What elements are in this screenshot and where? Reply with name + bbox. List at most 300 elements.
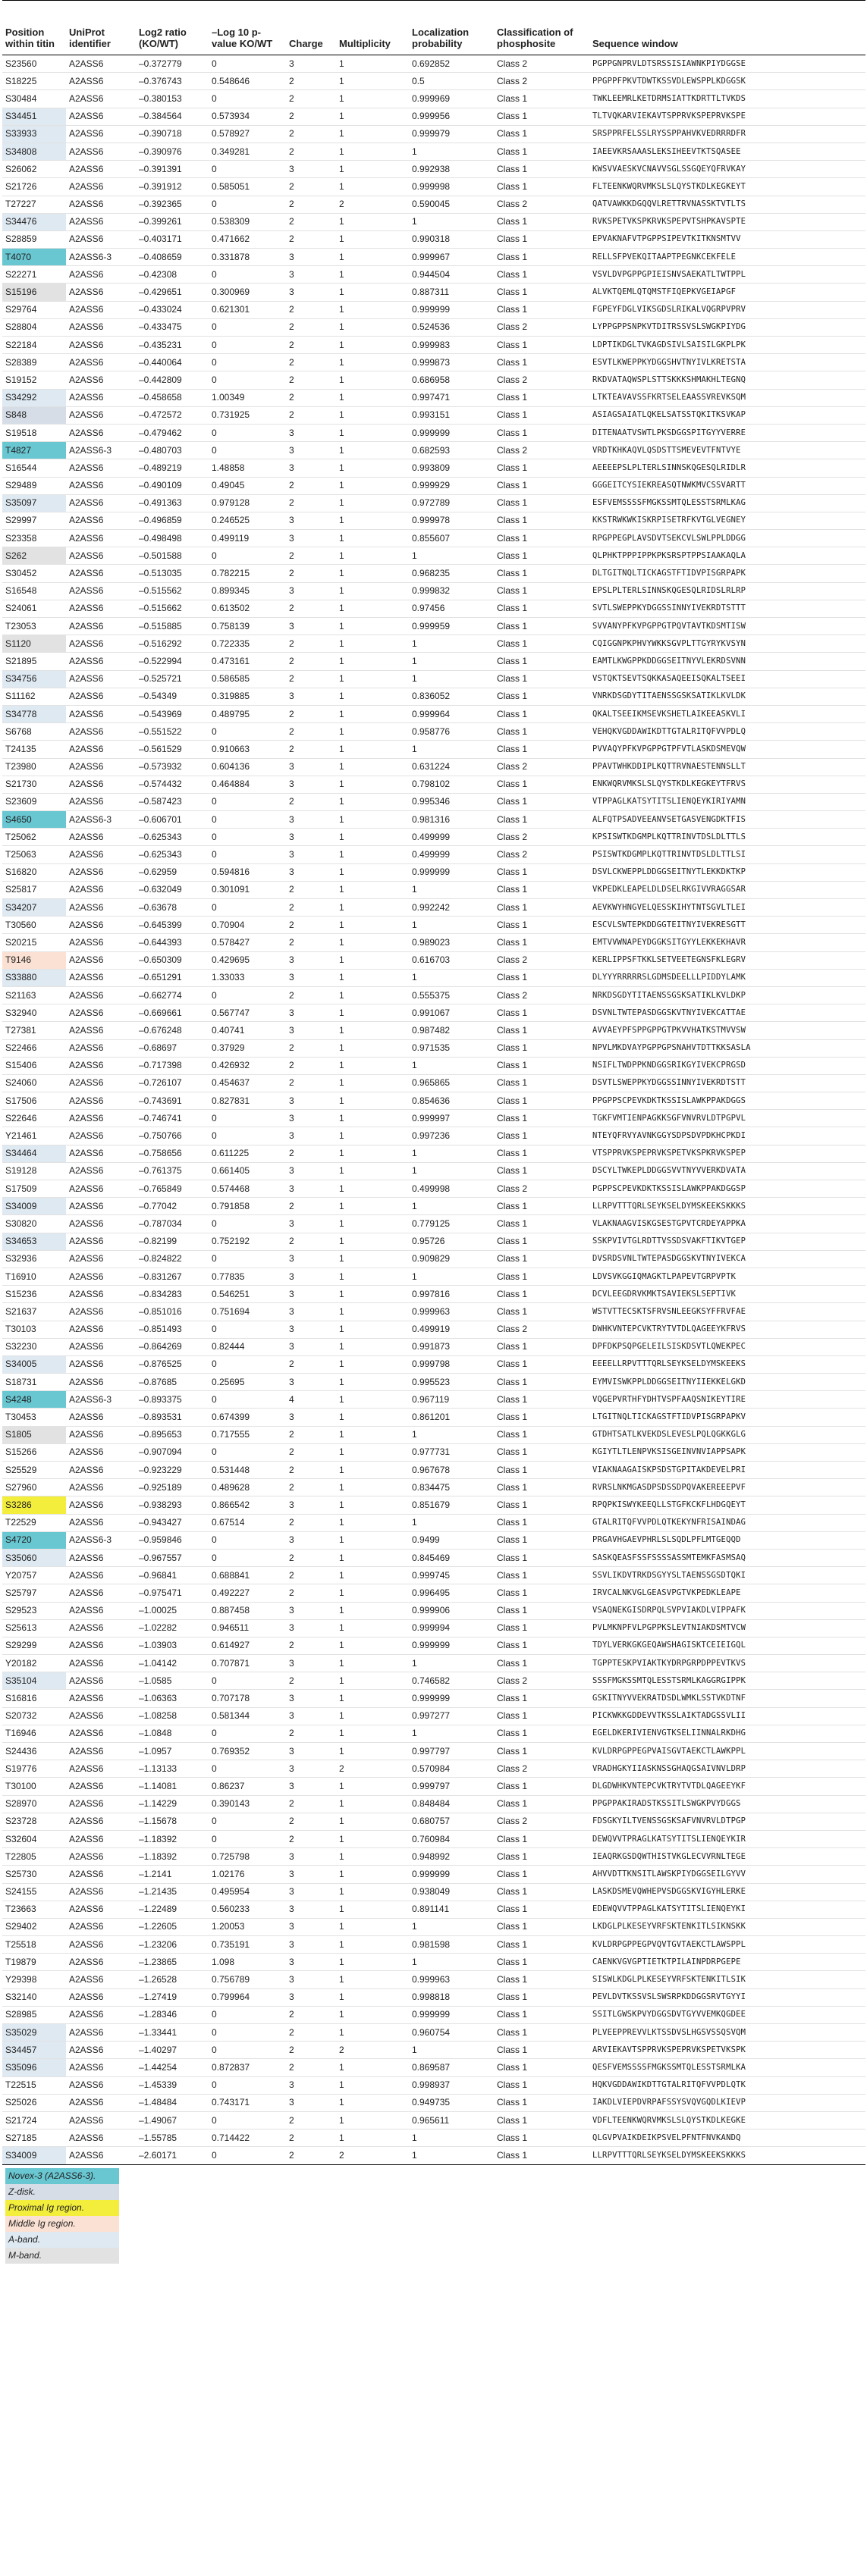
cell-classification: Class 1 xyxy=(494,741,589,758)
cell-log2-ratio: –0.726107 xyxy=(136,1074,209,1092)
cell-classification: Class 1 xyxy=(494,125,589,143)
cell-sequence: SRSPPRFELSSLRYSSPPAHVKVEDRRRDFR xyxy=(589,125,865,143)
cell-localization: 0.760984 xyxy=(409,1830,494,1847)
cell-charge: 2 xyxy=(286,705,336,722)
cell-sequence: QESFVEMSSSSFMGKSSMTQLESSTSRMLKA xyxy=(589,2059,865,2076)
cell-sequence: PLVEEPPREVVLKTSSDVSLHGSVSSQSVQM xyxy=(589,2024,865,2042)
cell-localization: 0.999998 xyxy=(409,178,494,196)
cell-position: S33880 xyxy=(2,969,66,986)
cell-position: S17506 xyxy=(2,1092,66,1110)
cell-localization: 0.999999 xyxy=(409,1637,494,1654)
cell-localization: 0.909829 xyxy=(409,1250,494,1268)
cell-sequence: EGELDKERIVIENVGTKSELIINNALRKDHG xyxy=(589,1725,865,1742)
cell-sequence: RKDVATAQWSPLSTTSKKKSHMAKHLTEGNQ xyxy=(589,371,865,389)
cell-pvalue: 0 xyxy=(209,723,286,741)
cell-localization: 0.999997 xyxy=(409,1110,494,1127)
cell-localization: 0.95726 xyxy=(409,1233,494,1250)
cell-uniprot: A2ASS6 xyxy=(66,969,136,986)
phosphosite-table xyxy=(2,0,865,2165)
cell-log2-ratio: –0.408659 xyxy=(136,249,209,266)
table-row xyxy=(2,1127,865,1145)
table-row xyxy=(2,1707,865,1725)
cell-uniprot: A2ASS6 xyxy=(66,846,136,863)
cell-log2-ratio: –1.18392 xyxy=(136,1830,209,1847)
cell-classification: Class 1 xyxy=(494,1004,589,1022)
cell-pvalue: 0.246525 xyxy=(209,512,286,529)
cell-pvalue: 0 xyxy=(209,1443,286,1461)
table-row xyxy=(2,1531,865,1549)
cell-log2-ratio: –0.851016 xyxy=(136,1303,209,1321)
cell-classification: Class 1 xyxy=(494,1918,589,1935)
cell-charge: 2 xyxy=(286,143,336,160)
cell-position: S21895 xyxy=(2,653,66,670)
cell-multiplicity: 1 xyxy=(336,670,409,688)
cell-sequence: WSTVTTECSKTSFRVSNLEEGKSYFFRVFAE xyxy=(589,1303,865,1321)
cell-multiplicity: 1 xyxy=(336,1637,409,1654)
cell-charge: 3 xyxy=(286,1602,336,1619)
cell-sequence: GTALRITQFVVPDLQTKEKYNFRISAINDAG xyxy=(589,1514,865,1531)
cell-position: T30100 xyxy=(2,1778,66,1795)
cell-sequence: AHVVDTTKNSITLAWSKPIYDGGSEILGYVV xyxy=(589,1866,865,1883)
cell-classification: Class 1 xyxy=(494,337,589,354)
table-row xyxy=(2,1250,865,1268)
cell-localization: 0.968235 xyxy=(409,565,494,582)
cell-position: S18225 xyxy=(2,73,66,90)
cell-classification: Class 1 xyxy=(494,1303,589,1321)
cell-localization: 1 xyxy=(409,1725,494,1742)
cell-uniprot: A2ASS6 xyxy=(66,1936,136,1954)
cell-multiplicity: 1 xyxy=(336,1215,409,1233)
cell-position: S1805 xyxy=(2,1426,66,1443)
cell-log2-ratio: –0.587423 xyxy=(136,793,209,810)
cell-localization: 0.845469 xyxy=(409,1549,494,1566)
cell-multiplicity: 1 xyxy=(336,354,409,371)
cell-charge: 2 xyxy=(286,1514,336,1531)
cell-uniprot: A2ASS6 xyxy=(66,1971,136,1988)
cell-localization: 0.524536 xyxy=(409,318,494,336)
cell-multiplicity: 1 xyxy=(336,494,409,512)
cell-multiplicity: 1 xyxy=(336,547,409,565)
cell-classification: Class 1 xyxy=(494,1954,589,1971)
cell-multiplicity: 2 xyxy=(336,2147,409,2164)
table-row xyxy=(2,951,865,969)
cell-classification: Class 2 xyxy=(494,196,589,213)
cell-uniprot: A2ASS6 xyxy=(66,1514,136,1531)
cell-uniprot: A2ASS6 xyxy=(66,2111,136,2129)
cell-position: S34009 xyxy=(2,1198,66,1215)
cell-sequence: QKALTSEEIKMSEVKSHETLAIKEEASKVLI xyxy=(589,705,865,722)
table-row xyxy=(2,178,865,196)
cell-position: S34451 xyxy=(2,108,66,125)
cell-position: T22515 xyxy=(2,2076,66,2094)
cell-sequence: PGPPGNPRVLDTSRSSISIAWNKPIYDGGSE xyxy=(589,55,865,73)
cell-classification: Class 1 xyxy=(494,793,589,810)
cell-pvalue: 0 xyxy=(209,1672,286,1690)
cell-uniprot: A2ASS6 xyxy=(66,459,136,477)
cell-localization: 0.891141 xyxy=(409,1901,494,1918)
cell-position: S4720 xyxy=(2,1531,66,1549)
cell-multiplicity: 1 xyxy=(336,688,409,705)
cell-charge: 2 xyxy=(286,2059,336,2076)
cell-classification: Class 1 xyxy=(494,1795,589,1813)
cell-log2-ratio: –0.851493 xyxy=(136,1321,209,1338)
cell-multiplicity: 1 xyxy=(336,1321,409,1338)
cell-log2-ratio: –1.28346 xyxy=(136,2006,209,2023)
cell-log2-ratio: –0.390718 xyxy=(136,125,209,143)
cell-charge: 3 xyxy=(286,863,336,881)
cell-log2-ratio: –1.45339 xyxy=(136,2076,209,2094)
cell-localization: 0.555375 xyxy=(409,986,494,1004)
cell-charge: 2 xyxy=(286,1145,336,1162)
cell-classification: Class 2 xyxy=(494,318,589,336)
cell-localization: 0.499919 xyxy=(409,1321,494,1338)
cell-pvalue: 1.00349 xyxy=(209,389,286,406)
cell-localization: 0.869587 xyxy=(409,2059,494,2076)
table-row xyxy=(2,1004,865,1022)
table-row xyxy=(2,881,865,898)
cell-pvalue: 0.70904 xyxy=(209,917,286,934)
cell-multiplicity: 1 xyxy=(336,951,409,969)
cell-log2-ratio: –0.669661 xyxy=(136,1004,209,1022)
cell-log2-ratio: –1.23865 xyxy=(136,1954,209,1971)
cell-localization: 0.997236 xyxy=(409,1127,494,1145)
cell-position: S19128 xyxy=(2,1162,66,1180)
cell-multiplicity: 1 xyxy=(336,424,409,441)
cell-sequence: RPGPPEGPLAVSDVTSEKCVLSWLPPLDDGG xyxy=(589,530,865,547)
cell-localization: 0.997277 xyxy=(409,1707,494,1725)
cell-sequence: TGPPTESKPVIAKTKYDRPGRPDPPEVTKVS xyxy=(589,1655,865,1672)
cell-log2-ratio: –1.04142 xyxy=(136,1655,209,1672)
cell-uniprot: A2ASS6 xyxy=(66,2094,136,2111)
cell-multiplicity: 1 xyxy=(336,249,409,266)
cell-uniprot: A2ASS6 xyxy=(66,1830,136,1847)
cell-multiplicity: 1 xyxy=(336,758,409,776)
cell-charge: 2 xyxy=(286,986,336,1004)
cell-charge: 2 xyxy=(286,565,336,582)
cell-uniprot: A2ASS6 xyxy=(66,1250,136,1268)
cell-sequence: EEEELLRPVTTTQRLSEYKSELDYMSKEEKS xyxy=(589,1355,865,1373)
cell-pvalue: 0.979128 xyxy=(209,494,286,512)
cell-log2-ratio: –0.376743 xyxy=(136,73,209,90)
cell-multiplicity: 1 xyxy=(336,1813,409,1830)
cell-sequence: EYMVISWKPPLDDGGSEITNYIIEKKELGKD xyxy=(589,1374,865,1391)
cell-position: S25613 xyxy=(2,1619,66,1637)
cell-charge: 3 xyxy=(286,512,336,529)
cell-localization: 0.999873 xyxy=(409,354,494,371)
cell-sequence: CAENKVGVGPTIETKTPILAINPDRPGEPE xyxy=(589,1954,865,1971)
cell-charge: 3 xyxy=(286,1409,336,1426)
cell-uniprot: A2ASS6 xyxy=(66,1707,136,1725)
cell-sequence: SISWLKDGLPLKESEYVRFSKTENKITLSIK xyxy=(589,1971,865,1988)
cell-multiplicity: 1 xyxy=(336,969,409,986)
cell-classification: Class 1 xyxy=(494,2076,589,2094)
cell-charge: 2 xyxy=(286,881,336,898)
cell-sequence: RPQPKISWYKEEQLLSTGFKCKFLHDGQEYT xyxy=(589,1496,865,1514)
cell-localization: 1 xyxy=(409,881,494,898)
cell-classification: Class 1 xyxy=(494,723,589,741)
cell-log2-ratio: –0.743691 xyxy=(136,1092,209,1110)
cell-uniprot: A2ASS6 xyxy=(66,213,136,230)
cell-position: S25797 xyxy=(2,1584,66,1602)
cell-uniprot: A2ASS6-3 xyxy=(66,249,136,266)
cell-pvalue: 0 xyxy=(209,829,286,846)
cell-classification: Class 1 xyxy=(494,1338,589,1355)
cell-classification: Class 1 xyxy=(494,424,589,441)
cell-position: S21730 xyxy=(2,776,66,793)
cell-log2-ratio: –0.893531 xyxy=(136,1409,209,1426)
cell-position: S34292 xyxy=(2,389,66,406)
cell-multiplicity: 1 xyxy=(336,1743,409,1760)
cell-multiplicity: 1 xyxy=(336,337,409,354)
cell-localization: 0.991873 xyxy=(409,1338,494,1355)
cell-pvalue: 0 xyxy=(209,371,286,389)
cell-pvalue: 0.489795 xyxy=(209,705,286,722)
cell-log2-ratio: –0.758656 xyxy=(136,1145,209,1162)
cell-sequence: QLPHKTPPPIPPKPKSRSPTPPSIAAKAQLA xyxy=(589,547,865,565)
cell-classification: Class 1 xyxy=(494,1549,589,1566)
cell-position: S32604 xyxy=(2,1830,66,1847)
cell-classification: Class 1 xyxy=(494,230,589,248)
cell-log2-ratio: –1.0957 xyxy=(136,1743,209,1760)
cell-classification: Class 1 xyxy=(494,1619,589,1637)
cell-position: S25817 xyxy=(2,881,66,898)
cell-position: S19518 xyxy=(2,424,66,441)
cell-sequence: FLTEENKWQRVMKSLSLQYSTKDLKEGKEYT xyxy=(589,178,865,196)
cell-uniprot: A2ASS6 xyxy=(66,266,136,284)
cell-charge: 3 xyxy=(286,442,336,459)
cell-position: S34457 xyxy=(2,2042,66,2059)
cell-localization: 1 xyxy=(409,670,494,688)
table-body xyxy=(2,55,865,2165)
cell-charge: 2 xyxy=(286,1725,336,1742)
cell-pvalue: 0.426932 xyxy=(209,1057,286,1074)
cell-uniprot: A2ASS6 xyxy=(66,2147,136,2164)
cell-position: S34756 xyxy=(2,670,66,688)
cell-log2-ratio: –0.479462 xyxy=(136,424,209,441)
cell-pvalue: 0.799964 xyxy=(209,1988,286,2006)
cell-classification: Class 1 xyxy=(494,1988,589,2006)
cell-sequence: TDYLVERKGKGEQAWSHAGISKTCEIEIGQL xyxy=(589,1637,865,1654)
cell-pvalue: 0.495954 xyxy=(209,1883,286,1901)
cell-sequence: EDEWQVVTPPAGLKATSYTITSLIENQEYKI xyxy=(589,1901,865,1918)
cell-uniprot: A2ASS6 xyxy=(66,1127,136,1145)
cell-pvalue: 0 xyxy=(209,2042,286,2059)
cell-uniprot: A2ASS6 xyxy=(66,1584,136,1602)
cell-uniprot: A2ASS6 xyxy=(66,1901,136,1918)
cell-sequence: KKSTRWKWKISKRPISETRFKVTGLVEGNEY xyxy=(589,512,865,529)
header-multiplicity: Multiplicity xyxy=(336,1,409,55)
cell-charge: 3 xyxy=(286,1215,336,1233)
cell-uniprot: A2ASS6 xyxy=(66,371,136,389)
table-row xyxy=(2,1690,865,1707)
cell-position: Y20182 xyxy=(2,1655,66,1672)
cell-multiplicity: 1 xyxy=(336,530,409,547)
cell-localization: 0.981598 xyxy=(409,1936,494,1954)
table-row xyxy=(2,512,865,529)
cell-log2-ratio: –0.63678 xyxy=(136,899,209,917)
cell-sequence: ASIAGSAIATLQKELSATSSTQKITKSVKAP xyxy=(589,406,865,424)
table-row xyxy=(2,389,865,406)
cell-classification: Class 1 xyxy=(494,1145,589,1162)
cell-uniprot: A2ASS6 xyxy=(66,1988,136,2006)
table-row xyxy=(2,863,865,881)
table-row xyxy=(2,1409,865,1426)
cell-classification: Class 1 xyxy=(494,811,589,829)
cell-log2-ratio: –1.44254 xyxy=(136,2059,209,2076)
cell-uniprot: A2ASS6 xyxy=(66,1883,136,1901)
header-uniprot: UniProt identifier xyxy=(66,1,136,55)
cell-position: S15236 xyxy=(2,1286,66,1303)
cell-sequence: PGPPSCPEVKDKTKSSISLAWKPPAKDGGSP xyxy=(589,1180,865,1198)
cell-sequence: ESCVLSWTEPKDDGGTEITNYIVEKRESGTT xyxy=(589,917,865,934)
cell-uniprot: A2ASS6 xyxy=(66,793,136,810)
cell-multiplicity: 1 xyxy=(336,284,409,301)
cell-localization: 1 xyxy=(409,2147,494,2164)
cell-classification: Class 1 xyxy=(494,459,589,477)
cell-sequence: AEVKWYHNGVELQESSKIHYTNTSGVLTLEI xyxy=(589,899,865,917)
cell-localization: 0.5 xyxy=(409,73,494,90)
cell-log2-ratio: –0.746741 xyxy=(136,1110,209,1127)
cell-sequence: SSSFMGKSSMTQLESSTSRMLKAGGRGIPPK xyxy=(589,1672,865,1690)
cell-sequence: ENKWQRVMKSLSLQYSTKDLKEGKEYTFRVS xyxy=(589,776,865,793)
cell-multiplicity: 1 xyxy=(336,1391,409,1409)
cell-classification: Class 1 xyxy=(494,547,589,565)
cell-log2-ratio: –0.501588 xyxy=(136,547,209,565)
cell-charge: 3 xyxy=(286,1778,336,1795)
cell-sequence: SVTLSWEPPKYDGGSSINNYIVEKRDTSTTT xyxy=(589,600,865,617)
cell-classification: Class 1 xyxy=(494,688,589,705)
cell-sequence: PRGAVHGAEVPHRLSLSQDLPFLMTGEQQD xyxy=(589,1531,865,1549)
cell-log2-ratio: –0.923229 xyxy=(136,1462,209,1479)
cell-sequence: DSVNLTWTEPASDGGSKVTNYIVEKCATTAE xyxy=(589,1004,865,1022)
cell-charge: 3 xyxy=(286,284,336,301)
table-row xyxy=(2,1303,865,1321)
cell-pvalue: 0 xyxy=(209,161,286,178)
cell-charge: 3 xyxy=(286,618,336,635)
cell-classification: Class 2 xyxy=(494,371,589,389)
cell-multiplicity: 2 xyxy=(336,2042,409,2059)
cell-localization: 0.938049 xyxy=(409,1883,494,1901)
cell-position: S35096 xyxy=(2,2059,66,2076)
cell-pvalue: 0.82444 xyxy=(209,1338,286,1355)
cell-uniprot: A2ASS6-3 xyxy=(66,1531,136,1549)
cell-multiplicity: 1 xyxy=(336,1426,409,1443)
cell-classification: Class 1 xyxy=(494,284,589,301)
cell-pvalue: 0.489628 xyxy=(209,1479,286,1496)
table-row xyxy=(2,1514,865,1531)
cell-uniprot: A2ASS6 xyxy=(66,881,136,898)
cell-charge: 2 xyxy=(286,1795,336,1813)
cell-uniprot: A2ASS6 xyxy=(66,230,136,248)
cell-pvalue: 0.578427 xyxy=(209,934,286,951)
cell-uniprot: A2ASS6 xyxy=(66,1092,136,1110)
cell-log2-ratio: –1.06363 xyxy=(136,1690,209,1707)
cell-localization: 0.97456 xyxy=(409,600,494,617)
cell-classification: Class 1 xyxy=(494,301,589,318)
cell-sequence: VRDTKHKAQVLQSDSTTSMEVEVTFNTVYE xyxy=(589,442,865,459)
cell-localization: 0.855607 xyxy=(409,530,494,547)
cell-localization: 0.692852 xyxy=(409,55,494,73)
cell-log2-ratio: –1.14081 xyxy=(136,1778,209,1795)
cell-localization: 0.779125 xyxy=(409,1215,494,1233)
cell-position: T23980 xyxy=(2,758,66,776)
cell-charge: 3 xyxy=(286,1655,336,1672)
cell-log2-ratio: –0.893375 xyxy=(136,1391,209,1409)
cell-uniprot: A2ASS6 xyxy=(66,1866,136,1883)
cell-log2-ratio: –0.632049 xyxy=(136,881,209,898)
cell-classification: Class 1 xyxy=(494,1443,589,1461)
cell-uniprot: A2ASS6 xyxy=(66,1039,136,1057)
cell-charge: 2 xyxy=(286,1479,336,1496)
cell-uniprot: A2ASS6 xyxy=(66,1426,136,1443)
cell-classification: Class 2 xyxy=(494,986,589,1004)
cell-position: S15266 xyxy=(2,1443,66,1461)
cell-uniprot: A2ASS6 xyxy=(66,1338,136,1355)
cell-log2-ratio: –1.22489 xyxy=(136,1901,209,1918)
cell-pvalue: 1.098 xyxy=(209,1954,286,1971)
cell-pvalue: 0.688841 xyxy=(209,1567,286,1584)
cell-pvalue: 0 xyxy=(209,1391,286,1409)
cell-sequence: DPFDKPSQPGELEILSISKDSVTLQWEKPEC xyxy=(589,1338,865,1355)
cell-uniprot: A2ASS6 xyxy=(66,284,136,301)
cell-position: S4248 xyxy=(2,1391,66,1409)
cell-multiplicity: 1 xyxy=(336,389,409,406)
cell-multiplicity: 2 xyxy=(336,196,409,213)
cell-classification: Class 1 xyxy=(494,618,589,635)
cell-classification: Class 2 xyxy=(494,1321,589,1338)
cell-uniprot: A2ASS6 xyxy=(66,178,136,196)
cell-sequence: DEWQVVTPRAGLKATSYTITSLIENQEYKIR xyxy=(589,1830,865,1847)
cell-charge: 2 xyxy=(286,494,336,512)
cell-position: S22184 xyxy=(2,337,66,354)
table-row xyxy=(2,2042,865,2059)
cell-multiplicity: 1 xyxy=(336,934,409,951)
cell-log2-ratio: –0.399261 xyxy=(136,213,209,230)
cell-multiplicity: 1 xyxy=(336,986,409,1004)
cell-log2-ratio: –1.27419 xyxy=(136,1988,209,2006)
cell-localization: 0.999959 xyxy=(409,618,494,635)
cell-position: S34005 xyxy=(2,1355,66,1373)
cell-log2-ratio: –0.68697 xyxy=(136,1039,209,1057)
cell-uniprot: A2ASS6 xyxy=(66,301,136,318)
table-row xyxy=(2,1619,865,1637)
cell-uniprot: A2ASS6 xyxy=(66,1602,136,1619)
cell-multiplicity: 1 xyxy=(336,477,409,494)
cell-charge: 2 xyxy=(286,1830,336,1847)
cell-log2-ratio: –0.54349 xyxy=(136,688,209,705)
cell-localization: 0.631224 xyxy=(409,758,494,776)
cell-position: T23663 xyxy=(2,1901,66,1918)
table-row xyxy=(2,811,865,829)
cell-multiplicity: 1 xyxy=(336,1848,409,1866)
cell-uniprot: A2ASS6 xyxy=(66,951,136,969)
cell-multiplicity: 1 xyxy=(336,1039,409,1057)
cell-localization: 0.999999 xyxy=(409,1866,494,1883)
cell-position: S16548 xyxy=(2,582,66,600)
cell-pvalue: 0.735191 xyxy=(209,1936,286,1954)
cell-pvalue: 1.20053 xyxy=(209,1918,286,1935)
cell-charge: 3 xyxy=(286,1901,336,1918)
cell-classification: Class 1 xyxy=(494,1707,589,1725)
cell-sequence: EPSLPLTERLSINNSKQGESQLRIDSLRLRP xyxy=(589,582,865,600)
cell-charge: 2 xyxy=(286,741,336,758)
cell-classification: Class 1 xyxy=(494,1409,589,1426)
cell-classification: Class 1 xyxy=(494,1039,589,1057)
cell-charge: 3 xyxy=(286,1286,336,1303)
cell-classification: Class 1 xyxy=(494,670,589,688)
cell-charge: 2 xyxy=(286,2111,336,2129)
cell-charge: 3 xyxy=(286,1690,336,1707)
